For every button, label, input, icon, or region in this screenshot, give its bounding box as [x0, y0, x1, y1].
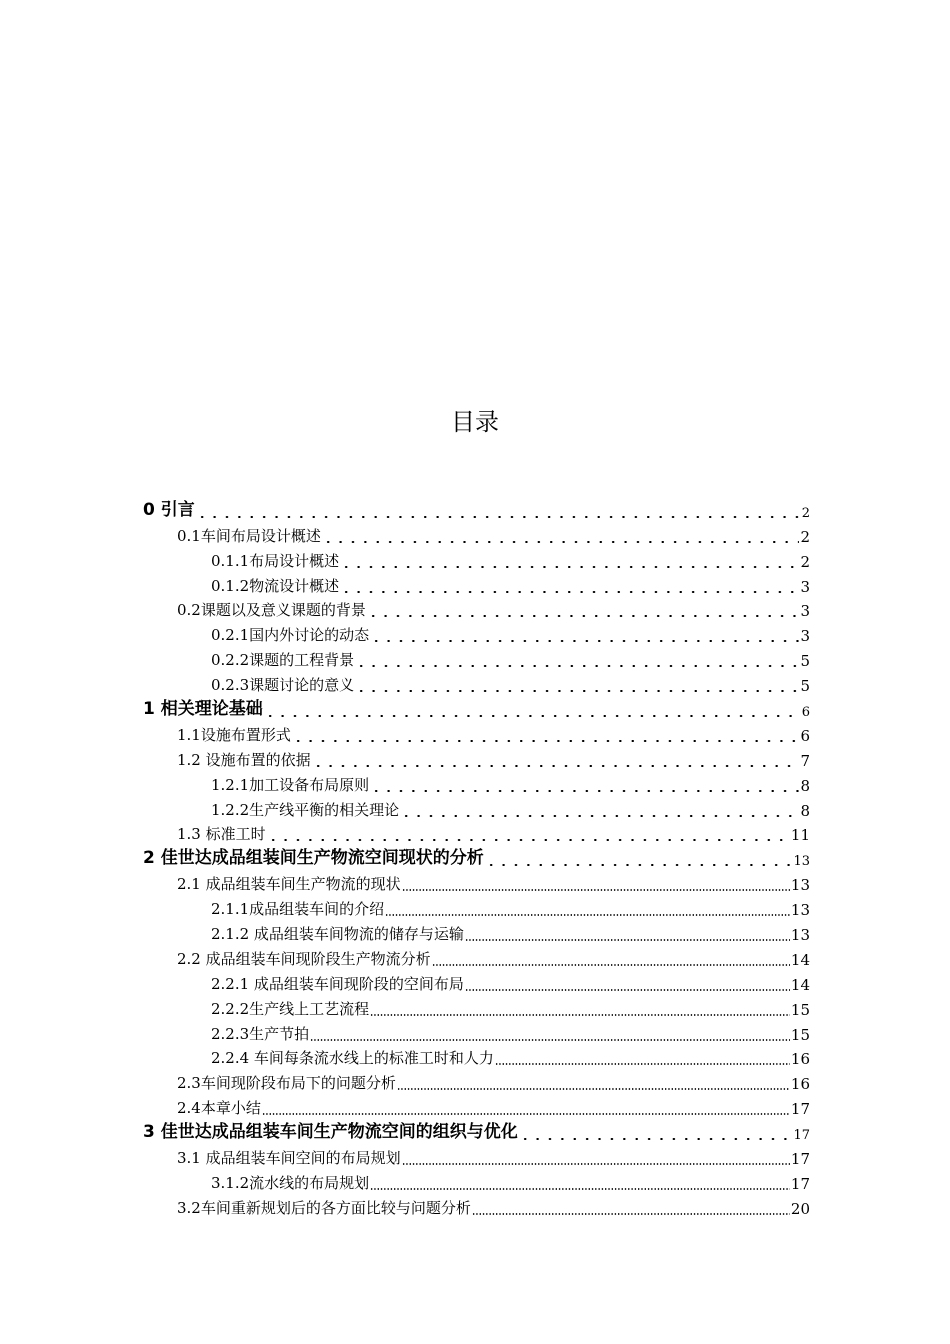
toc-entry-page-number: 11: [790, 826, 810, 845]
toc-entry-page-number: 2: [800, 527, 810, 546]
table-of-contents: [143, 498, 810, 1220]
toc-entry[interactable]: [143, 921, 810, 946]
toc-entry-label: 2.2.2生产线上工艺流程: [211, 999, 370, 1018]
dot-leader: [519, 1138, 793, 1140]
toc-entry-label: 2.3车间现阶段布局下的问题分析: [177, 1074, 396, 1093]
toc-entry-label: 1.3 标准工时: [177, 825, 266, 844]
dot-leader: [485, 864, 793, 866]
toc-entry-label: 2 佳世达成品组装间生产物流空间现状的分析: [143, 848, 484, 869]
toc-entry-label: 1.2 设施布置的依据: [177, 750, 311, 769]
toc-entry-label: 2.1.2 成品组装车间物流的储存与运输: [211, 925, 464, 944]
toc-entry-label: 0.1车间布局设计概述: [177, 526, 321, 545]
dot-leader: [465, 989, 790, 991]
toc-entry[interactable]: [143, 523, 810, 548]
dot-leader: [310, 1039, 790, 1041]
toc-entry-page-number: 6: [801, 705, 810, 721]
toc-entry[interactable]: [143, 996, 810, 1021]
toc-entry-label: 3 佳世达成品组装车间生产物流空间的组织与优化: [143, 1122, 518, 1143]
dot-leader: [292, 740, 800, 742]
dot-leader: [367, 615, 800, 617]
toc-entry-page-number: 13: [790, 901, 810, 920]
toc-entry[interactable]: [143, 647, 810, 672]
toc-entry[interactable]: [143, 896, 810, 921]
toc-entry-page-number: 8: [800, 801, 810, 820]
toc-entry[interactable]: [143, 747, 810, 772]
toc-entry-page-number: 20: [790, 1199, 810, 1218]
dot-leader: [262, 1113, 790, 1115]
toc-entry[interactable]: [143, 822, 810, 847]
toc-entry[interactable]: [143, 1195, 810, 1220]
toc-entry-page-number: 3: [800, 577, 810, 596]
toc-entry-label: 2.1.1成品组装车间的介绍: [211, 900, 385, 919]
dot-leader: [264, 715, 801, 717]
toc-entry[interactable]: [143, 1120, 810, 1145]
toc-entry-page-number: 17: [790, 1174, 810, 1193]
toc-entry[interactable]: [143, 622, 810, 647]
toc-entry[interactable]: [143, 797, 810, 822]
toc-entry-page-number: 13: [790, 876, 810, 895]
dot-leader: [397, 1088, 790, 1090]
toc-entry[interactable]: [143, 1021, 810, 1046]
toc-entry-page-number: 14: [790, 975, 810, 994]
toc-entry[interactable]: [143, 1170, 810, 1195]
toc-entry[interactable]: [143, 772, 810, 797]
toc-entry[interactable]: [143, 498, 810, 523]
dot-leader: [340, 591, 799, 593]
dot-leader: [322, 541, 800, 543]
toc-entry-label: 2.2.3生产节拍: [211, 1024, 310, 1043]
toc-entry[interactable]: [143, 697, 810, 722]
toc-entry-label: 1.1设施布置形式: [177, 725, 291, 744]
dot-leader: [370, 790, 799, 792]
toc-entry-label: 1.2.2生产线平衡的相关理论: [211, 800, 400, 819]
dot-leader: [312, 765, 800, 767]
toc-entry-page-number: 16: [790, 1050, 810, 1069]
toc-entry-page-number: 3: [800, 602, 810, 621]
toc-entry[interactable]: [143, 1095, 810, 1120]
toc-entry-label: 3.1 成品组装车间空间的布局规划: [177, 1149, 401, 1168]
dot-leader: [267, 839, 790, 841]
toc-entry[interactable]: [143, 1145, 810, 1170]
toc-entry-label: 2.2.4 车间每条流水线上的标准工时和人力: [211, 1049, 494, 1068]
toc-entry-page-number: 17: [790, 1150, 810, 1169]
toc-entry[interactable]: [143, 598, 810, 623]
toc-entry-page-number: 17: [793, 1128, 810, 1144]
toc-entry-page-number: 13: [793, 854, 810, 870]
toc-entry-page-number: 7: [800, 751, 810, 770]
dot-leader: [402, 889, 790, 891]
toc-entry-label: 0.2.2课题的工程背景: [211, 651, 355, 670]
toc-entry-label: 0.1.2物流设计概述: [211, 576, 340, 595]
toc-entry-page-number: 17: [790, 1100, 810, 1119]
toc-entry-page-number: 6: [800, 726, 810, 745]
toc-entry-label: 2.1 成品组装车间生产物流的现状: [177, 875, 401, 894]
toc-entry-page-number: 8: [800, 776, 810, 795]
dot-leader: [402, 1163, 790, 1165]
toc-entry-label: 0.2课题以及意义课题的背景: [177, 601, 366, 620]
toc-entry-page-number: 15: [790, 1000, 810, 1019]
toc-entry-page-number: 13: [790, 926, 810, 945]
dot-leader: [370, 640, 799, 642]
toc-entry-label: 0.2.1国内外讨论的动态: [211, 626, 370, 645]
toc-entry-label: 0.2.3课题讨论的意义: [211, 676, 355, 695]
toc-entry-page-number: 5: [800, 677, 810, 696]
dot-leader: [196, 516, 801, 518]
toc-entry-label: 2.4本章小结: [177, 1099, 261, 1118]
toc-entry-page-number: 15: [790, 1025, 810, 1044]
toc-entry[interactable]: [143, 548, 810, 573]
toc-entry-page-number: 2: [800, 552, 810, 571]
toc-entry-label: 1 相关理论基础: [143, 699, 263, 720]
toc-entry-label: 2.2.1 成品组装车间现阶段的空间布局: [211, 974, 464, 993]
dot-leader: [432, 964, 790, 966]
dot-leader: [472, 1213, 790, 1215]
toc-entry[interactable]: [143, 722, 810, 747]
toc-entry[interactable]: [143, 846, 810, 871]
dot-leader: [465, 939, 790, 941]
dot-leader: [400, 815, 799, 817]
toc-entry-label: 3.2车间重新规划后的各方面比较与问题分析: [177, 1198, 471, 1217]
dot-leader: [355, 690, 799, 692]
toc-title: 目录: [451, 408, 499, 436]
toc-entry-label: 2.2 成品组装车间现阶段生产物流分析: [177, 949, 431, 968]
toc-entry-page-number: 16: [790, 1075, 810, 1094]
toc-entry-label: 1.2.1加工设备布局原则: [211, 775, 370, 794]
toc-entry-label: 3.1.2流水线的布局规划: [211, 1173, 370, 1192]
dot-leader: [340, 566, 799, 568]
toc-entry[interactable]: [143, 971, 810, 996]
dot-leader: [355, 665, 799, 667]
toc-entry[interactable]: [143, 871, 810, 896]
dot-leader: [385, 914, 790, 916]
toc-entry-label: 0.1.1布局设计概述: [211, 551, 340, 570]
toc-entry[interactable]: [143, 1046, 810, 1071]
dot-leader: [370, 1014, 790, 1016]
toc-entry[interactable]: [143, 573, 810, 598]
toc-entry-page-number: 2: [801, 505, 810, 521]
toc-entry[interactable]: [143, 1070, 810, 1095]
dot-leader: [370, 1188, 790, 1190]
toc-entry-page-number: 3: [800, 627, 810, 646]
dot-leader: [495, 1063, 790, 1065]
toc-entry[interactable]: [143, 946, 810, 971]
toc-entry-page-number: 14: [790, 950, 810, 969]
toc-entry-label: 0 引言: [143, 499, 195, 520]
toc-entry[interactable]: [143, 672, 810, 697]
toc-entry-page-number: 5: [800, 652, 810, 671]
